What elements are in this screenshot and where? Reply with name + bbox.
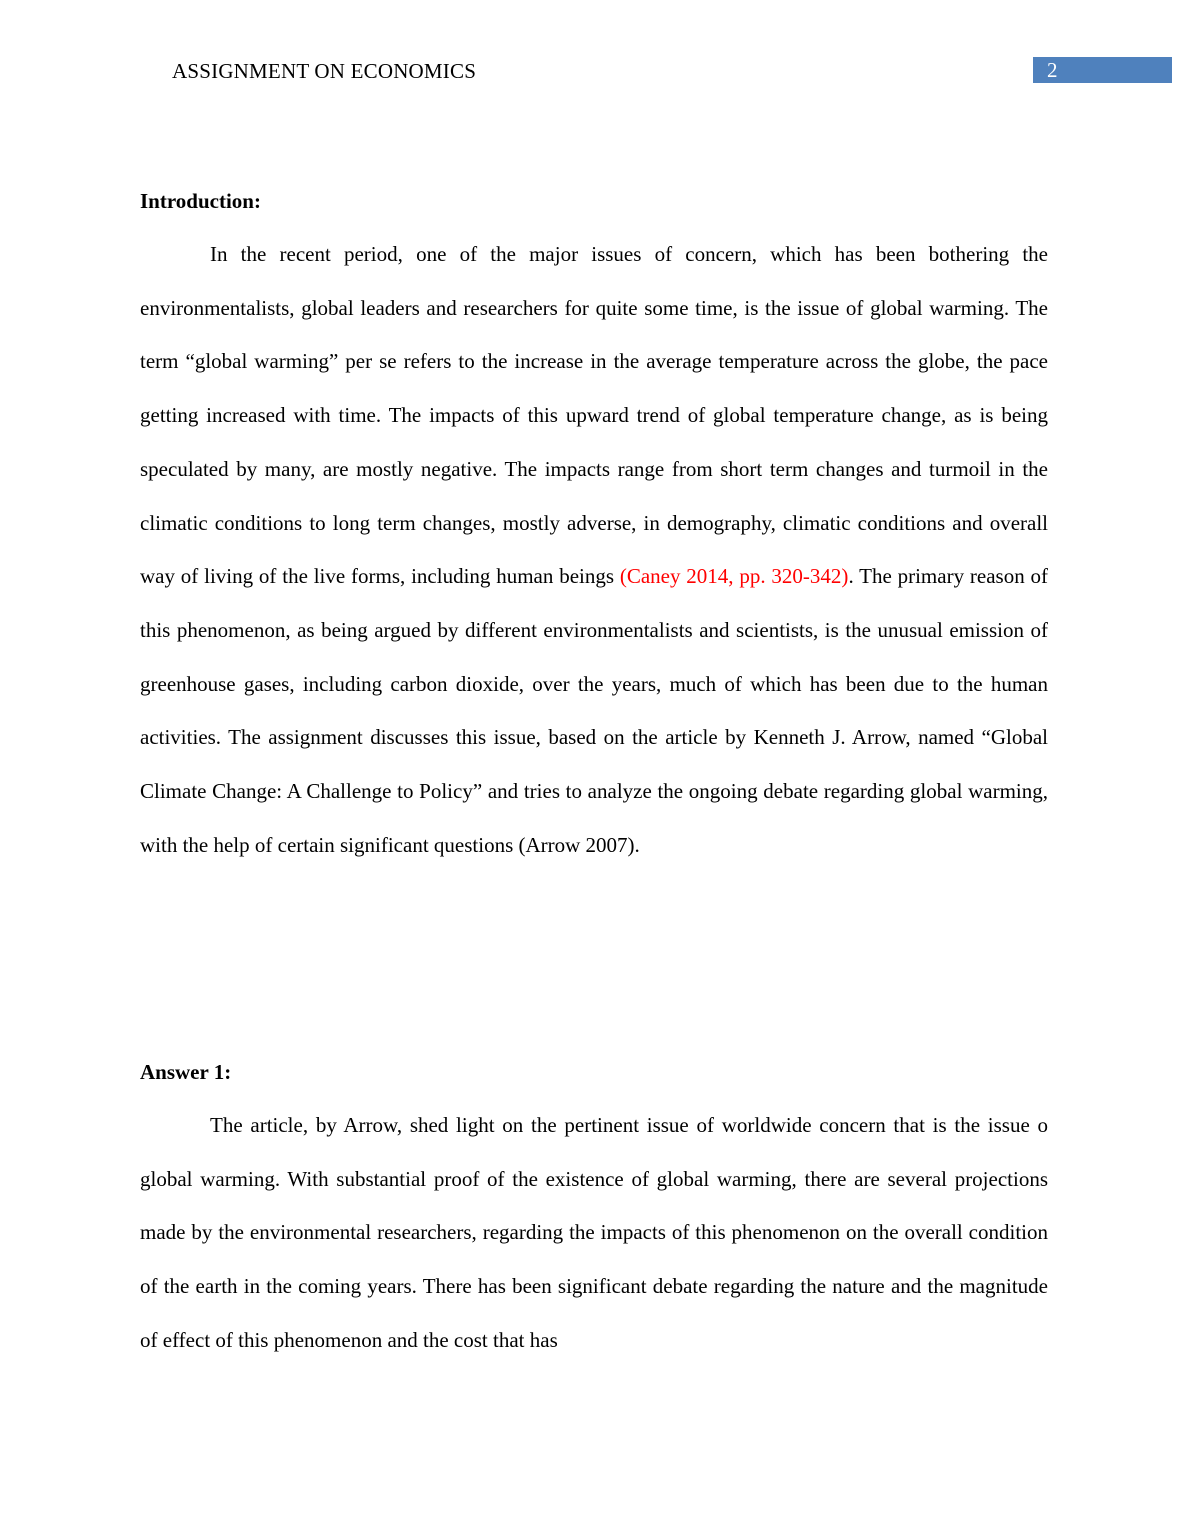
running-header-title: ASSIGNMENT ON ECONOMICS	[172, 59, 477, 83]
introduction-text-part-2: . The primary reason of this phenomenon, as being argued by different environmentalists and scientists, is the unusual emission of greenhouse gases, including carbon dioxide, over the years, much of which has been due to the human activities. The assignment discusses this issue, based on the article by Kenneth J. Arrow, named “Global Climate Change: A Challenge to Policy” and tries to analyze the ongoing debate regarding global warming, with the help of certain significant questions (Arrow 2007).	[140, 564, 1049, 857]
introduction-text-part-1: In the recent period, one of the major issues of concern, which has been bothering the environmentalists, global leaders and researchers for quite some time, is the issue of global warming. The term “global warming” per se refers to the increase in the average temperature across the globe, the pace getting increased with time. The impacts of this upward trend of global temperature change, as is being speculated by many, are mostly negative. The impacts range from short term changes and turmoil in the climatic conditions to long term changes, mostly adverse, in demography, climatic conditions and overall way of living of the live forms, including human beings	[140, 242, 1048, 589]
answer-1-heading: Answer 1:	[140, 1060, 232, 1084]
introduction-paragraph	[140, 228, 1048, 872]
page-number-badge	[1033, 57, 1172, 83]
answer-1-paragraph: The article, by Arrow, shed light on the pertinent issue of worldwide concern that is the issue o global warming. With substantial proof of the existence of global warming, there are several projections made by the environmental researchers, regarding the impacts of this phenomenon on the overall condition of the earth in the coming years. There has been significant debate regarding the nature and the magnitude of effect of this phenomenon and the cost that has	[140, 1113, 1048, 1352]
introduction-heading: Introduction:	[140, 189, 261, 213]
page-number: 2	[1047, 58, 1058, 82]
citation-caney: (Caney 2014, pp. 320-342)	[619, 564, 849, 589]
